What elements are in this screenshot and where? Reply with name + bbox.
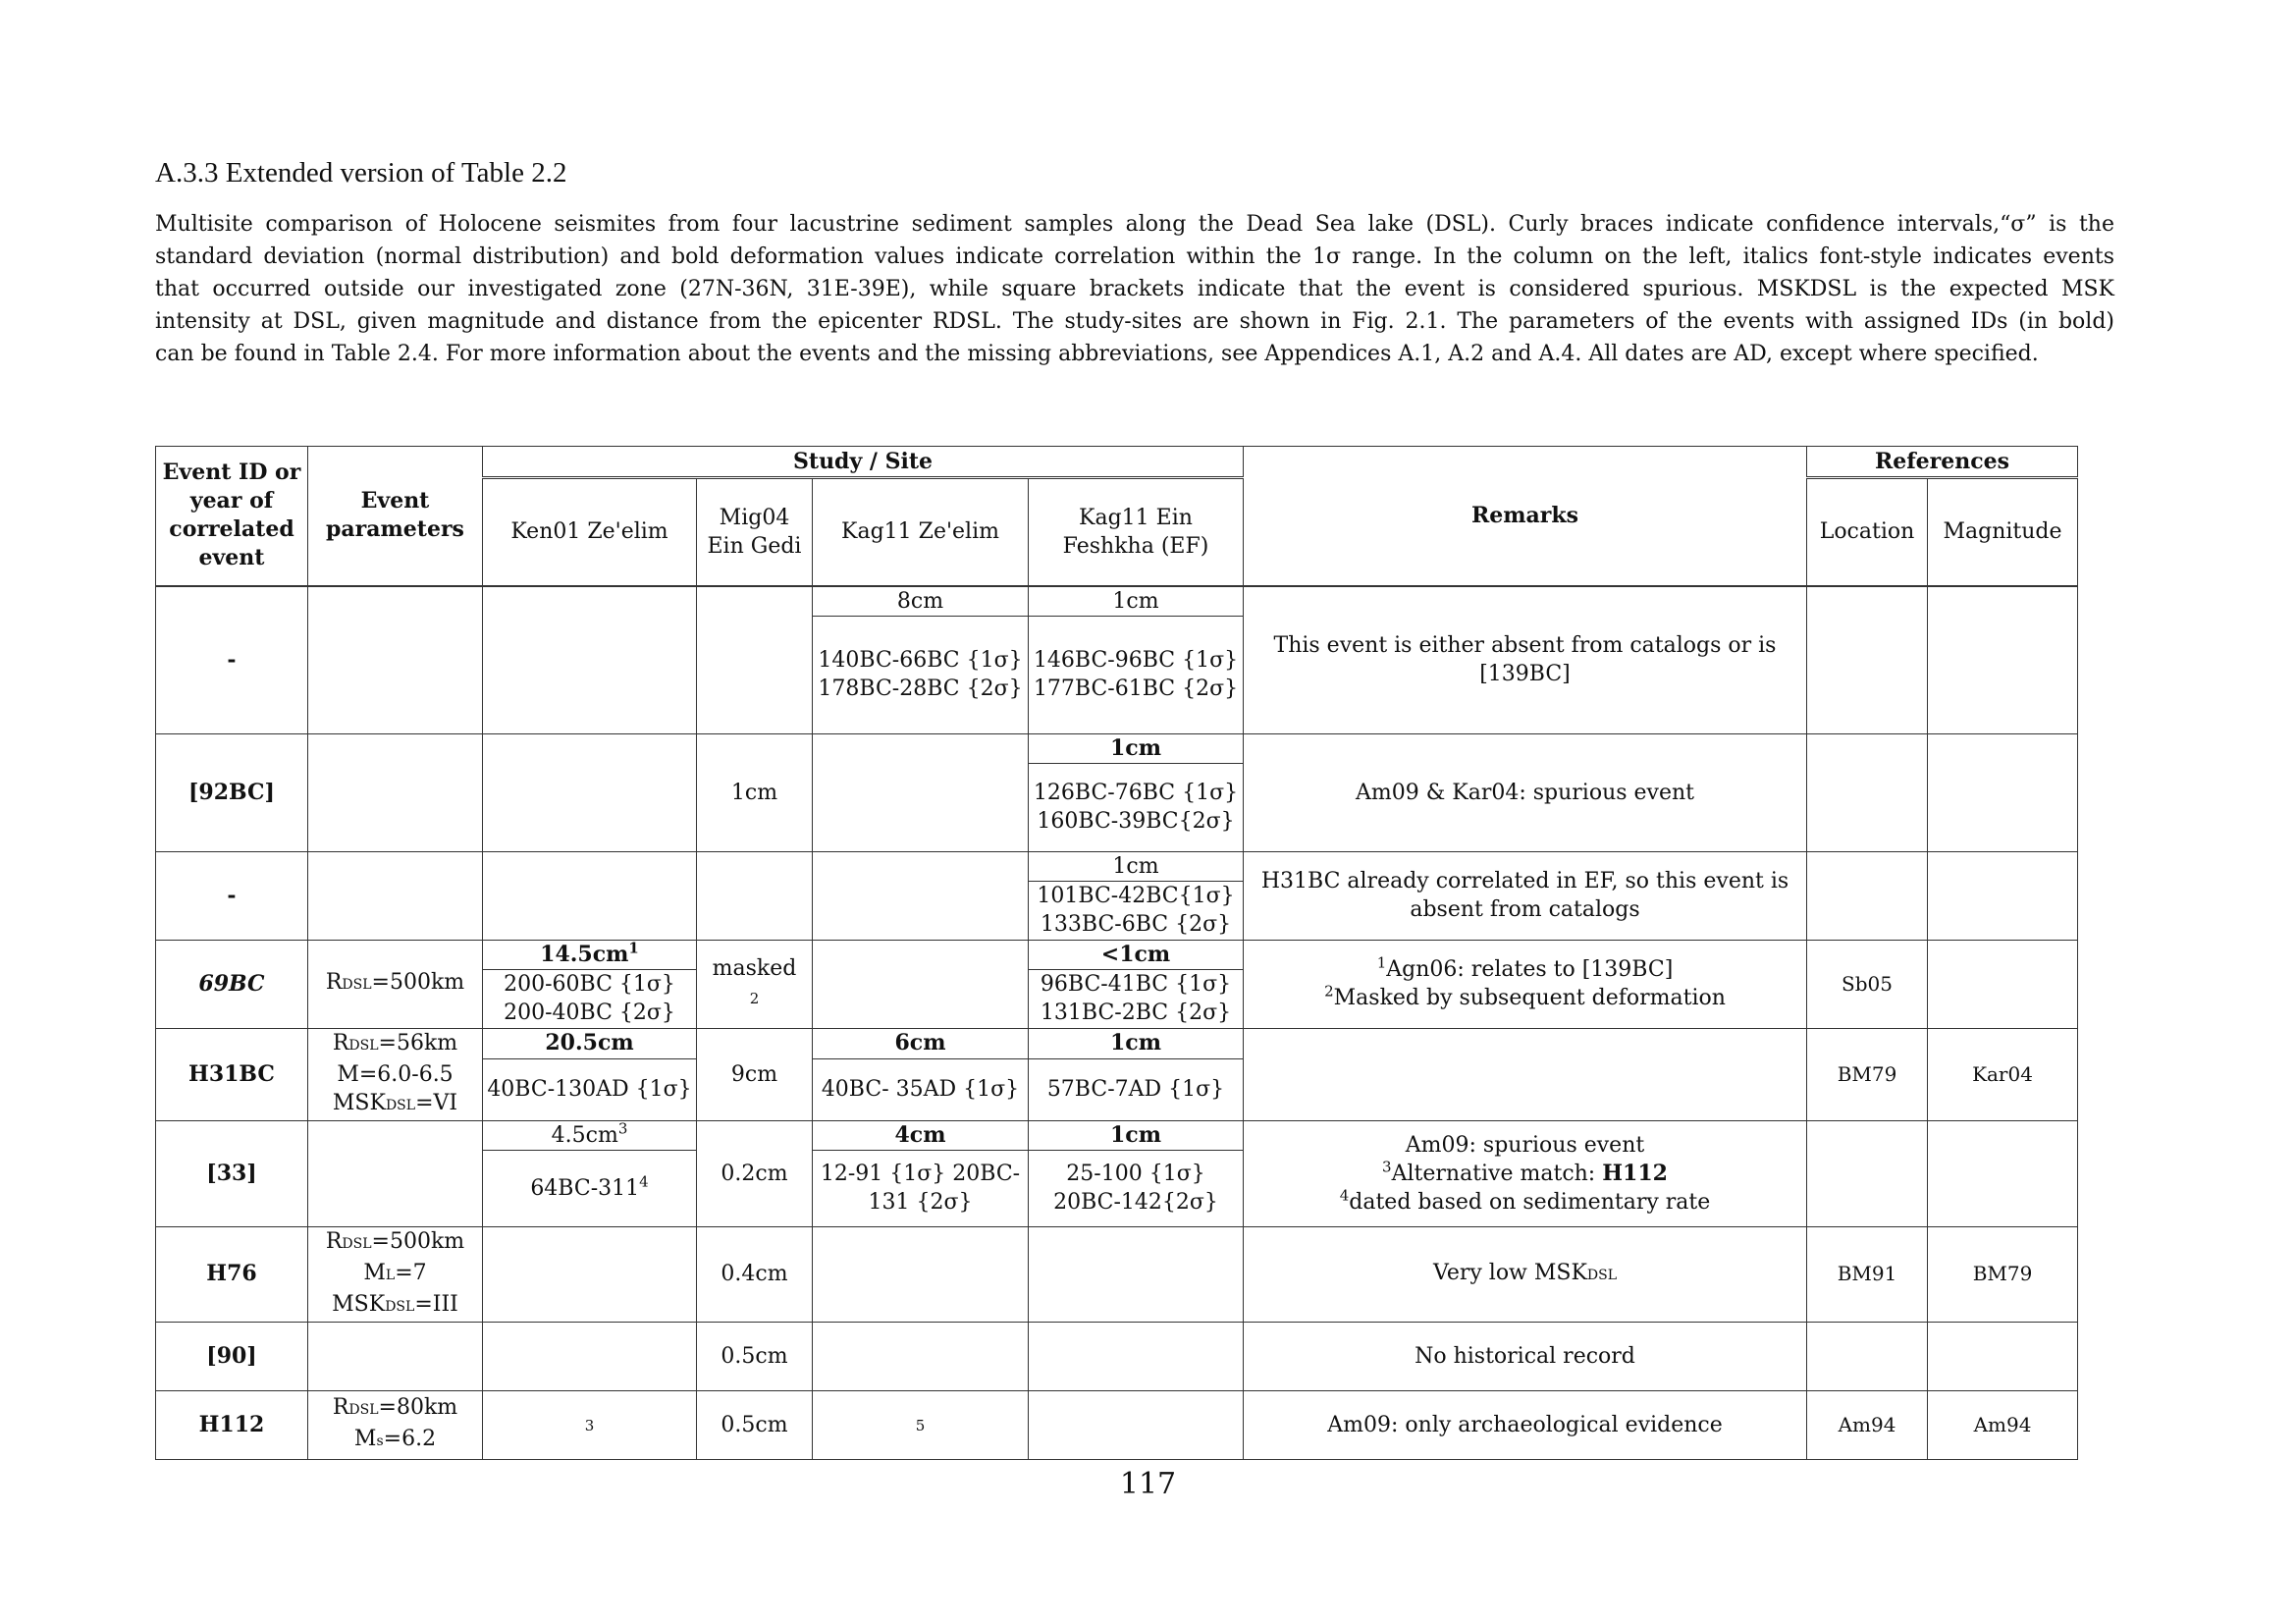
mig04-cell: 0.5cm bbox=[697, 1322, 813, 1390]
mig04-cell: 9cm bbox=[697, 1028, 813, 1120]
event-parameters bbox=[308, 851, 483, 940]
kag11-ef-thickness: 1cm bbox=[1029, 586, 1244, 617]
event-parameters: RDSL=56km M=6.0-6.5 MSKDSL=VI bbox=[308, 1028, 483, 1120]
ken01-cell bbox=[483, 733, 697, 851]
remarks-cell: This event is either absent from catalogs or is [139BC] bbox=[1244, 586, 1807, 734]
mig04-cell: 1cm bbox=[697, 733, 813, 851]
kag11-zeelim-cell bbox=[813, 733, 1029, 851]
header-kag11-zeelim: Kag11 Ze'elim bbox=[813, 478, 1029, 586]
mig04-cell: 0.4cm bbox=[697, 1226, 813, 1322]
header-event-parameters: Event parameters bbox=[308, 447, 483, 586]
magnitude-ref bbox=[1928, 1322, 2078, 1390]
location-ref bbox=[1807, 1322, 1928, 1390]
ken01-cell bbox=[483, 851, 697, 940]
kag11-zeelim-cell bbox=[813, 1322, 1029, 1390]
magnitude-ref: Am94 bbox=[1928, 1390, 2078, 1459]
ken01-cell bbox=[483, 1322, 697, 1390]
kag11-zeelim-thickness: 6cm bbox=[813, 1028, 1029, 1058]
kag11-zeelim-thickness: 4cm bbox=[813, 1120, 1029, 1150]
kag11-zeelim-dates: 12-91 {1σ} 20BC-131 {2σ} bbox=[813, 1150, 1029, 1226]
ken01-cell bbox=[483, 1226, 697, 1322]
event-id: H31BC bbox=[156, 1028, 308, 1120]
ken01-dates: 200-60BC {1σ} 200-40BC {2σ} bbox=[483, 969, 697, 1028]
remarks-cell: No historical record bbox=[1244, 1322, 1807, 1390]
event-id: - bbox=[156, 851, 308, 940]
caption-line: can be found in Table 2.4. For more information about the events and the missing abbreviations, see Appendices A.1, A.2 and A.4. All dates are AD, except where specified. bbox=[155, 342, 2039, 366]
seismites-table-container bbox=[155, 446, 2078, 1460]
event-id: [33] bbox=[156, 1120, 308, 1226]
caption-line: standard deviation (normal distribution) and bold deformation values indicate correlation within the 1σ range. In the column on the left, italics font-style indicates events bbox=[155, 244, 2114, 269]
kag11-zeelim-cell bbox=[813, 940, 1029, 1028]
remarks-cell bbox=[1244, 1028, 1807, 1120]
kag11-ef-thickness: 1cm bbox=[1029, 1120, 1244, 1150]
page-number: 117 bbox=[1119, 1467, 1177, 1501]
ken01-thickness: $4.5cm^3$ bbox=[483, 1120, 697, 1150]
event-id: - bbox=[156, 586, 308, 734]
header-remarks: Remarks bbox=[1244, 447, 1807, 586]
ken01-thickness bbox=[483, 940, 697, 969]
magnitude-ref bbox=[1928, 586, 2078, 734]
mig04-masked: masked bbox=[712, 956, 797, 981]
kag11-ef-cell bbox=[1029, 1226, 1244, 1322]
mig04-cell bbox=[697, 940, 813, 1028]
kag11-ef-thickness: 1cm bbox=[1029, 733, 1244, 763]
kag11-ef-thickness: 1cm bbox=[1029, 851, 1244, 881]
header-mig04: Mig04 Ein Gedi bbox=[697, 478, 813, 586]
kag11-ef-dates: 101BC-42BC{1σ} 133BC-6BC {2σ} bbox=[1029, 881, 1244, 940]
ken01-cell bbox=[483, 1390, 697, 1459]
magnitude-ref bbox=[1928, 1120, 2078, 1226]
ken01-thickness: 20.5cm bbox=[483, 1028, 697, 1058]
kag11-ef-dates: 96BC-41BC {1σ} 131BC-2BC {2σ} bbox=[1029, 969, 1244, 1028]
caption-line: intensity at DSL, given magnitude and distance from the epicenter RDSL. The study-sites are shown in Fig. 2.1. The parameters of the events with assigned IDs (in bold) bbox=[155, 309, 2114, 334]
magnitude-ref: BM79 bbox=[1928, 1226, 2078, 1322]
section-title: A.3.3 Extended version of Table 2.2 bbox=[155, 157, 567, 189]
location-ref bbox=[1807, 733, 1928, 851]
magnitude-ref bbox=[1928, 940, 2078, 1028]
caption-line: Multisite comparison of Holocene seismites from four lacustrine sediment samples along the Dead Sea lake (DSL). Curly braces indicate confidence intervals,“σ” is the bbox=[155, 212, 2114, 237]
ken01-dates: $64BC-311^4$ bbox=[483, 1150, 697, 1226]
event-parameters bbox=[308, 1322, 483, 1390]
remarks-cell: Very low MSKDSL bbox=[1244, 1226, 1807, 1322]
header-event-id: Event ID or year of correlated event bbox=[156, 447, 308, 586]
caption-line: that occurred outside our investigated zone (27N-36N, 31E-39E), while square brackets indicate that the event is considered spurious. MSKDSL is the expected MSK bbox=[155, 277, 2114, 301]
header-study-site: Study / Site bbox=[483, 447, 1244, 478]
location-ref: BM79 bbox=[1807, 1028, 1928, 1120]
magnitude-ref bbox=[1928, 851, 2078, 940]
seismites-table bbox=[155, 446, 2078, 1460]
kag11-zeelim-cell bbox=[813, 851, 1029, 940]
remarks-cell: Am09: spurious event $^3$Alternative match: H112 $^4$dated based on sedimentary rate bbox=[1244, 1120, 1807, 1226]
ken01-dates: 40BC-130AD {1σ} bbox=[483, 1058, 697, 1120]
header-magnitude: Magnitude bbox=[1928, 478, 2078, 586]
footnote-marker: 3 bbox=[584, 1416, 595, 1434]
magnitude-ref: Kar04 bbox=[1928, 1028, 2078, 1120]
event-parameters: RDSL=500km bbox=[308, 940, 483, 1028]
kag11-ef-thickness: 1cm bbox=[1029, 1028, 1244, 1058]
kag11-zeelim-dates: 140BC-66BC {1σ} 178BC-28BC {2σ} bbox=[813, 616, 1029, 733]
ken01-thickness-value: 14.5cm bbox=[540, 941, 629, 967]
kag11-ef-thickness: <1cm bbox=[1029, 940, 1244, 969]
mig04-cell: 0.5cm bbox=[697, 1390, 813, 1459]
location-ref bbox=[1807, 586, 1928, 734]
event-parameters bbox=[308, 586, 483, 734]
table-caption bbox=[155, 208, 2114, 370]
location-ref: Sb05 bbox=[1807, 940, 1928, 1028]
ken01-cell bbox=[483, 586, 697, 734]
mig04-cell: 0.2cm bbox=[697, 1120, 813, 1226]
event-id: 69BC bbox=[156, 940, 308, 1028]
event-id: H112 bbox=[156, 1390, 308, 1459]
kag11-ef-dates: 25-100 {1σ} 20BC-142{2σ} bbox=[1029, 1150, 1244, 1226]
kag11-ef-dates: 126BC-76BC {1σ} 160BC-39BC{2σ} bbox=[1029, 763, 1244, 851]
header-ken01: Ken01 Ze'elim bbox=[483, 478, 697, 586]
location-ref: Am94 bbox=[1807, 1390, 1928, 1459]
mig04-cell bbox=[697, 586, 813, 734]
footnote-marker: 1 bbox=[628, 939, 639, 957]
magnitude-ref bbox=[1928, 733, 2078, 851]
event-parameters bbox=[308, 1120, 483, 1226]
event-id: [90] bbox=[156, 1322, 308, 1390]
mig04-cell bbox=[697, 851, 813, 940]
header-location: Location bbox=[1807, 478, 1928, 586]
header-references: References bbox=[1807, 447, 2078, 478]
kag11-zeelim-cell bbox=[813, 1226, 1029, 1322]
footnote-marker: 2 bbox=[749, 990, 760, 1007]
kag11-ef-dates: 57BC-7AD {1σ} bbox=[1029, 1058, 1244, 1120]
header-kag11-ein-feshkha: Kag11 Ein Feshkha (EF) bbox=[1029, 478, 1244, 586]
location-ref bbox=[1807, 851, 1928, 940]
location-ref: BM91 bbox=[1807, 1226, 1928, 1322]
kag11-zeelim-dates: 40BC- 35AD {1σ} bbox=[813, 1058, 1029, 1120]
event-parameters bbox=[308, 733, 483, 851]
kag11-zeelim-cell bbox=[813, 1390, 1029, 1459]
event-parameters: RDSL=80km Ms=6.2 bbox=[308, 1390, 483, 1459]
event-id: [92BC] bbox=[156, 733, 308, 851]
remarks-cell: Am09: only archaeological evidence bbox=[1244, 1390, 1807, 1459]
kag11-zeelim-thickness: 8cm bbox=[813, 586, 1029, 617]
remarks-cell: H31BC already correlated in EF, so this event is absent from catalogs bbox=[1244, 851, 1807, 940]
kag11-ef-cell bbox=[1029, 1322, 1244, 1390]
kag11-ef-dates: 146BC-96BC {1σ} 177BC-61BC {2σ} bbox=[1029, 616, 1244, 733]
event-parameters: RDSL=500km ML=7 MSKDSL=III bbox=[308, 1226, 483, 1322]
footnote-marker: 5 bbox=[915, 1416, 926, 1434]
event-id: H76 bbox=[156, 1226, 308, 1322]
kag11-ef-cell bbox=[1029, 1390, 1244, 1459]
remarks-cell: Am09 & Kar04: spurious event bbox=[1244, 733, 1807, 851]
location-ref bbox=[1807, 1120, 1928, 1226]
remarks-cell: $^1$Agn06: relates to [139BC] $^2$Masked by subsequent deformation bbox=[1244, 940, 1807, 1028]
